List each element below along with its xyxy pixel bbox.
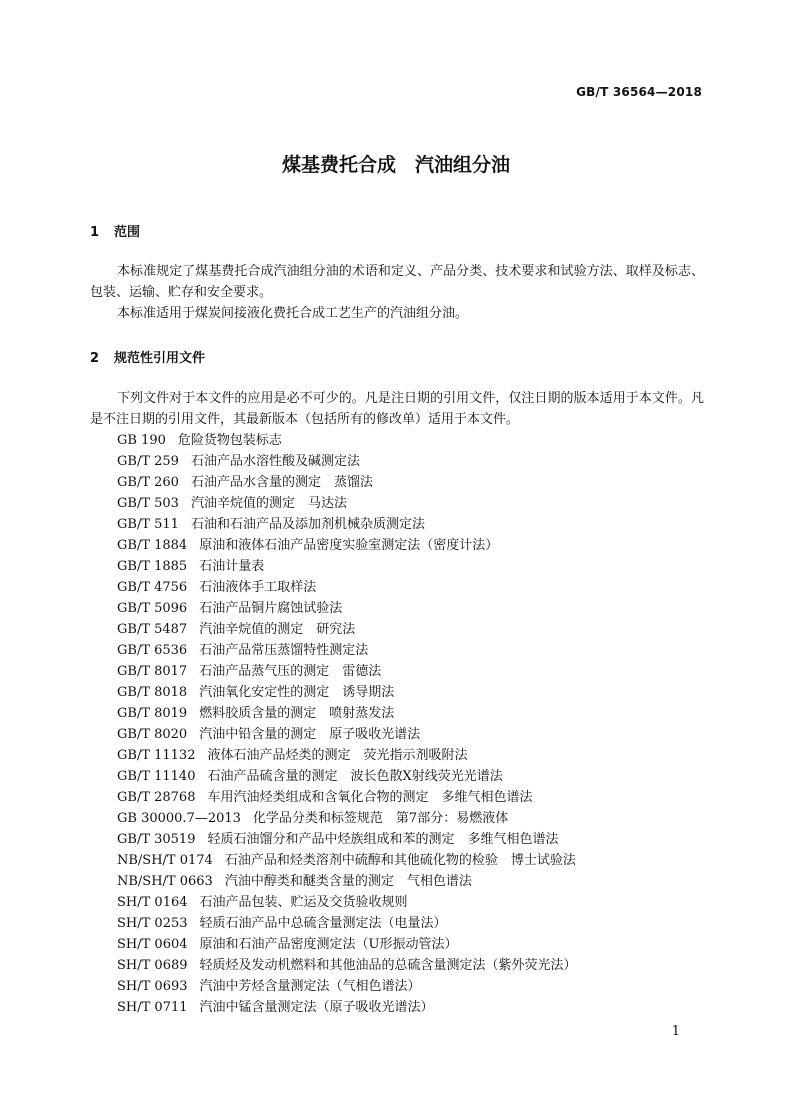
reference-title: 液体石油产品烃类的测定 荧光指示剂吸附法	[207, 748, 468, 763]
reference-title: 轻质石油产品中总硫含量测定法（电量法）	[199, 916, 447, 931]
reference-item	[117, 535, 577, 556]
reference-code: GB/T 6536	[117, 643, 188, 658]
reference-title: 石油产品常压蒸馏特性测定法	[199, 643, 369, 658]
reference-item	[117, 451, 577, 472]
reference-item	[117, 766, 577, 787]
section-title: 规范性引用文件	[114, 351, 206, 366]
reference-title: 汽油辛烷值的测定 研究法	[199, 622, 356, 637]
reference-code: GB/T 8017	[117, 664, 188, 679]
reference-item	[117, 871, 577, 892]
reference-code: SH/T 0604	[117, 937, 188, 952]
reference-item	[117, 661, 577, 682]
reference-title: 石油产品蒸气压的测定 雷德法	[199, 664, 382, 679]
reference-item	[117, 955, 577, 976]
reference-code: GB/T 4756	[117, 580, 188, 595]
reference-title: 汽油辛烷值的测定 马达法	[190, 496, 347, 511]
reference-code: GB/T 28768	[117, 790, 196, 805]
reference-title: 危险货物包装标志	[177, 433, 282, 448]
reference-title: 燃料胶质含量的测定 喷射蒸发法	[199, 706, 395, 721]
reference-title: 石油产品铜片腐蚀试验法	[199, 601, 343, 616]
reference-title: 汽油中锰含量测定法（原子吸收光谱法）	[199, 1000, 434, 1015]
reference-title: 汽油中醇类和醚类含量的测定 气相色谱法	[224, 874, 472, 889]
reference-title: 轻质石油馏分和产品中烃族组成和苯的测定 多维气相色谱法	[207, 832, 559, 847]
reference-code: SH/T 0164	[117, 895, 188, 910]
section-number: 2	[90, 351, 100, 366]
reference-code: NB/SH/T 0663	[117, 874, 213, 889]
reference-title: 石油计量表	[199, 559, 265, 574]
reference-code: GB/T 511	[117, 517, 179, 532]
reference-item	[117, 724, 577, 745]
reference-code: GB/T 11140	[117, 769, 196, 784]
reference-code: GB/T 1885	[117, 559, 188, 574]
reference-code: GB/T 8019	[117, 706, 188, 721]
reference-title: 石油产品水溶性酸及碱测定法	[190, 454, 360, 469]
reference-title: 车用汽油烃类组成和含氧化合物的测定 多维气相色谱法	[207, 790, 533, 805]
section-2-heading	[90, 347, 205, 366]
reference-code: NB/SH/T 0174	[117, 853, 213, 868]
standard-code: GB/T 36564—2018	[576, 85, 702, 99]
reference-code: GB/T 8018	[117, 685, 188, 700]
reference-code: SH/T 0711	[117, 1000, 188, 1015]
reference-item	[117, 829, 577, 850]
section-title: 范围	[114, 225, 141, 240]
reference-item	[117, 640, 577, 661]
reference-item	[117, 430, 577, 451]
reference-title: 石油液体手工取样法	[199, 580, 317, 595]
reference-item	[117, 997, 577, 1018]
reference-item	[117, 787, 577, 808]
reference-code: GB/T 11132	[117, 748, 196, 763]
reference-title: 原油和石油产品密度测定法（U形振动管法）	[199, 937, 458, 952]
reference-item	[117, 493, 577, 514]
reference-item	[117, 913, 577, 934]
scope-paragraph-1: 本标准规定了煤基费托合成汽油组分油的术语和定义、产品分类、技术要求和试验方法、取样及标志、包装、运输、贮存和安全要求。	[90, 264, 704, 300]
reference-item	[117, 514, 577, 535]
reference-item	[117, 472, 577, 493]
reference-code: GB/T 503	[117, 496, 179, 511]
reference-item	[117, 808, 577, 829]
reference-code: SH/T 0689	[117, 958, 188, 973]
reference-code: GB/T 30519	[117, 832, 196, 847]
reference-title: 汽油氧化安定性的测定 诱导期法	[199, 685, 395, 700]
reference-item	[117, 619, 577, 640]
reference-title: 石油和石油产品及添加剂机械杂质测定法	[190, 517, 425, 532]
reference-title: 轻质烃及发动机燃料和其他油品的总硫含量测定法（紫外荧光法）	[199, 958, 577, 973]
reference-code: SH/T 0693	[117, 979, 188, 994]
reference-item	[117, 850, 577, 871]
reference-title: 石油产品水含量的测定 蒸馏法	[190, 475, 373, 490]
reference-code: GB 190	[117, 433, 166, 448]
reference-title: 汽油中芳烃含量测定法（气相色谱法）	[199, 979, 421, 994]
section-number: 1	[90, 225, 100, 240]
reference-title: 汽油中铅含量的测定 原子吸收光谱法	[199, 727, 421, 742]
reference-list	[117, 430, 577, 1018]
reference-code: GB 30000.7—2013	[117, 811, 241, 826]
section-1-heading	[90, 221, 140, 240]
reference-title: 化学品分类和标签规范 第7部分：易燃液体	[252, 811, 509, 826]
document-title: 煤基费托合成 汽油组分油	[281, 154, 510, 176]
reference-title: 原油和液体石油产品密度实验室测定法（密度计法）	[199, 538, 499, 553]
reference-item	[117, 934, 577, 955]
reference-item	[117, 598, 577, 619]
reference-item	[117, 703, 577, 724]
reference-title: 石油产品包装、贮运及交货验收规则	[199, 895, 408, 910]
reference-code: GB/T 5096	[117, 601, 188, 616]
page-number: 1	[671, 1024, 680, 1039]
reference-item	[117, 892, 577, 913]
reference-code: GB/T 260	[117, 475, 179, 490]
reference-title: 石油产品和烃类溶剂中硫醇和其他硫化物的检验 博士试验法	[224, 853, 576, 868]
reference-item	[117, 976, 577, 997]
scope-paragraph-2: 本标准适用于煤炭间接液化费托合成工艺生产的汽油组分油。	[117, 306, 469, 321]
reference-item	[117, 556, 577, 577]
reference-code: GB/T 5487	[117, 622, 188, 637]
reference-code: GB/T 259	[117, 454, 179, 469]
reference-title: 石油产品硫含量的测定 波长色散X射线荧光光谱法	[207, 769, 503, 784]
reference-code: GB/T 1884	[117, 538, 188, 553]
reference-item	[117, 682, 577, 703]
reference-item	[117, 745, 577, 766]
reference-code: GB/T 8020	[117, 727, 188, 742]
reference-item	[117, 577, 577, 598]
normative-references-paragraph: 下列文件对于本文件的应用是必不可少的。凡是注日期的引用文件，仅注日期的版本适用于本文件。凡是不注日期的引用文件，其最新版本（包括所有的修改单）适用于本文件。	[90, 391, 704, 427]
reference-code: SH/T 0253	[117, 916, 188, 931]
